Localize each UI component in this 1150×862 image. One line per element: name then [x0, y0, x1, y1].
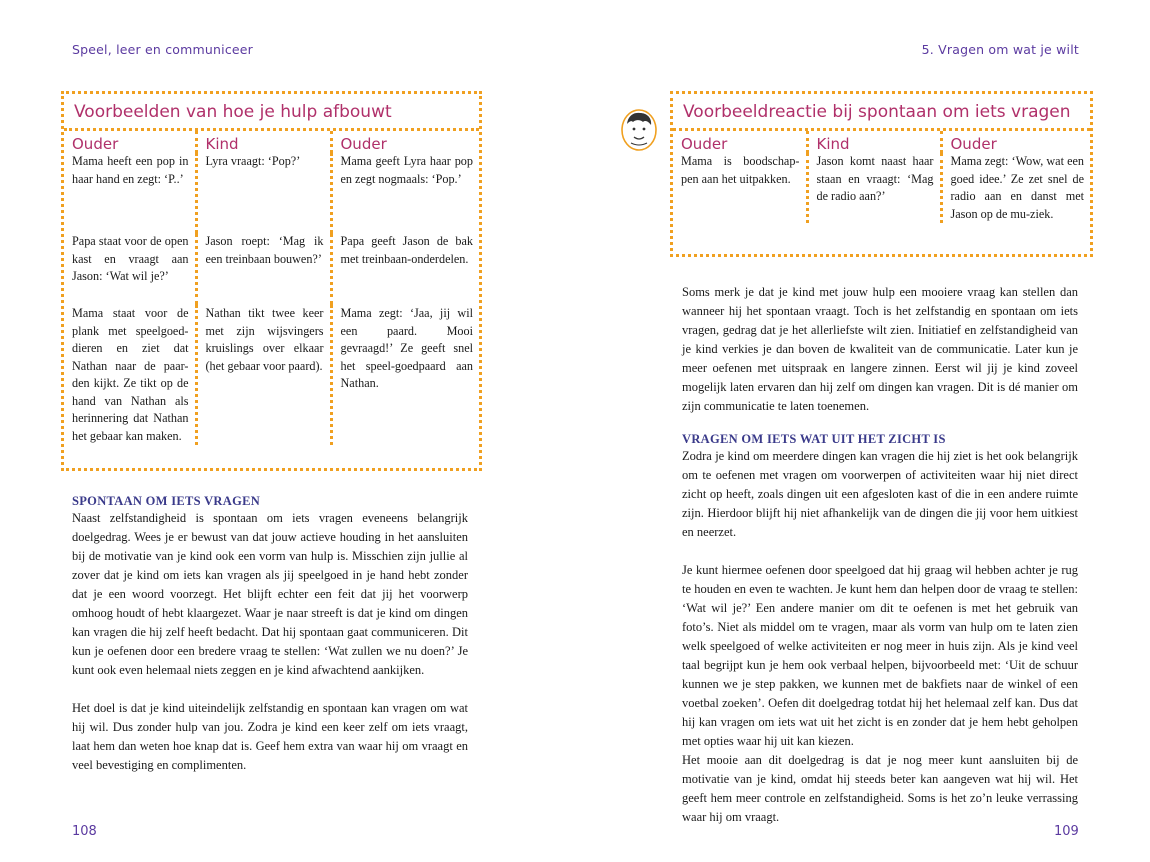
paragraph: Soms merk je dat je kind met jouw hulp een mooiere vraag kan stellen dan wanneer hij het spontaan vraagt. Toch is het zelfstandig en spontaan om iets vragen, gedrag dat je het allerliefste wilt zien. Initiatief en zelfstandigheid van je kind verkies je dan boven de kwaliteit van de communicatie. Later kun je meer oefenen met uitspraak en langere zinnen. Eerst wil jij je kind zoveel mogelijk laten ervaren dan hij zelf om dingen kan vragen. Dit is dé manier om zijn communicatie te laten toenemen.	[682, 285, 1078, 413]
table-cell: Mama heeft een pop in haar hand en zegt: ‘P..’	[72, 154, 189, 186]
paragraph: Zodra je kind om meerdere dingen kan vragen die hij ziet is het ook belangrijk om te oefenen met vragen om voorwerpen of activiteiten waar hij niet direct zicht op heeft, zoals dingen uit een afgesloten kast of die in een andere ruimte zijn. Hierdoor blijft hij niet afhankelijk van de dingen die jij voor hem uitkiest en neerzet.	[682, 449, 1078, 539]
right-body	[682, 283, 1078, 827]
box-title-left: Voorbeelden van hoe je hulp afbouwt	[64, 94, 479, 131]
table-cell: Jason roept: ‘Mag ik een treinbaan bouwen?’	[196, 233, 331, 305]
paragraph: Naast zelfstandigheid is spontaan om iets vragen eveneens belangrijk doelgedrag. Wees je er bewust van dat jouw actieve houding in het aansluiten bij de motivatie van je kind ook een vorm van hulp is. Misschien zijn jullie al zover dat je kind om iets kan vragen als jij speelgoed in je hand hebt zonder dat je een woord voorzegt. Het blijft echter een feit dat jij het voorwerp omhoog houdt of hebt klaargezet. Waar je naar streeft is dat je kind om dingen kan vragen die hij zelf heeft bedacht. Dat hij spontaan gaat communiceren. Dit kun je oefenen door een bredere vraag te stellen: ‘Wat zullen we nu doen?’ Je kunt ook even helemaal niets zeggen en je kind afwachtend aankijken.	[72, 511, 468, 677]
column-header: Kind	[807, 131, 941, 153]
table-cell: Mama geeft Lyra haar pop en zegt nogmaals: ‘Pop.’	[331, 153, 479, 233]
table-cell: Mama zegt: ‘Wow, wat een goed idee.’ Ze zet snel de radio aan en danst met Jason op de mu-ziek.	[941, 153, 1090, 223]
table-cell: Papa geeft Jason de bak met treinbaan-onderdelen.	[331, 233, 479, 305]
column-header: Kind	[196, 131, 331, 153]
table-cell: Mama staat voor de plank met speelgoed-dieren en ziet dat Nathan naar de paar-den kijkt. Ze tikt op de hand van Nathan als herinnering dat Nathan het gebaar kan maken.	[72, 306, 189, 443]
example-table-left	[64, 131, 479, 445]
section-heading: VRAGEN OM IETS WAT UIT HET ZICHT IS	[682, 432, 946, 446]
page-number-right: 109	[1054, 824, 1079, 839]
table-row	[64, 305, 479, 445]
table-row	[64, 233, 479, 305]
example-box-right	[670, 91, 1093, 257]
left-body	[72, 494, 468, 775]
table-cell: Lyra vraagt: ‘Pop?’	[196, 153, 331, 233]
running-head-right: 5. Vragen om wat je wilt	[921, 42, 1079, 57]
table-cell: Nathan tikt twee keer met zijn wijsvingers kruislings over elkaar (het gebaar voor paard).	[196, 305, 331, 445]
column-header: Ouder	[72, 135, 119, 153]
page-number-left: 108	[72, 824, 97, 839]
running-head-left: Speel, leer en communiceer	[72, 42, 254, 57]
paragraph: Je kunt hiermee oefenen door speelgoed dat hij graag wil hebben achter je rug te houden en even te wachten. Je kunt hem dan helpen door de vraag te stellen: ‘Wat wil je?’ Een andere manier om dit te oefenen is met het gebruik van foto’s. Niet als middel om te vragen, maar als vorm van hulp om te laten zien welk speelgoed of welke activiteiten er nog meer in huis zijn. Als je kind veel taal begrijpt kun je hem ook verbaal helpen, bijvoorbeeld met: ‘Uit de schuur kunnen we je step pakken, we kunnen met de bakfiets naar de winkel of een voetbal zoeken’. Oefen dit doelgedrag totdat hij het helemaal zelf kan. Dus dat hij kan vragen om iets wat uit het zicht is en zonder dat je hem hebt geholpen met opties waar hij uit kan kiezen.	[682, 563, 1078, 748]
table-row	[673, 153, 1090, 223]
table-row	[64, 153, 479, 233]
column-header: Ouder	[941, 131, 1090, 153]
table-cell: Mama zegt: ‘Jaa, jij wil een paard. Mooi gevraagd!’ Ze geeft snel het speel-goedpaard aan Nathan.	[331, 305, 479, 445]
example-table-right	[673, 131, 1090, 223]
table-cell: Papa staat voor de open kast en vraagt aan Jason: ‘Wat wil je?’	[72, 234, 189, 283]
paragraph: Het doel is dat je kind uiteindelijk zelfstandig en spontaan kan vragen om wat hij wil. Dus zonder hulp van jou. Zodra je kind een keer zelf om iets vraagt, laat hem dan weten hoe knap dat is. Geef hem extra van waar hij om vraagt en veel bevestiging en complimenten.	[72, 701, 468, 772]
child-face-icon	[619, 107, 659, 151]
paragraph: Het mooie aan dit doelgedrag is dat je nog meer kunt aansluiten bij de motivatie van je kind, omdat hij steeds beter kan aangeven wat hij wil. Het geeft hem meer controle en zelfstandigheid. Soms is het zo’n leuke verrassing waar hij om vraagt.	[682, 753, 1078, 824]
column-header: Ouder	[331, 131, 479, 153]
box-title-right: Voorbeeldreactie bij spontaan om iets vragen	[673, 94, 1090, 131]
example-box-left	[61, 91, 482, 471]
column-header: Ouder	[681, 135, 728, 153]
table-cell: Jason komt naast haar staan en vraagt: ‘Mag de radio aan?’	[807, 153, 941, 223]
section-heading: SPONTAAN OM IETS VRAGEN	[72, 494, 261, 508]
table-cell: Mama is boodschap-pen aan het uitpakken.	[681, 154, 800, 186]
